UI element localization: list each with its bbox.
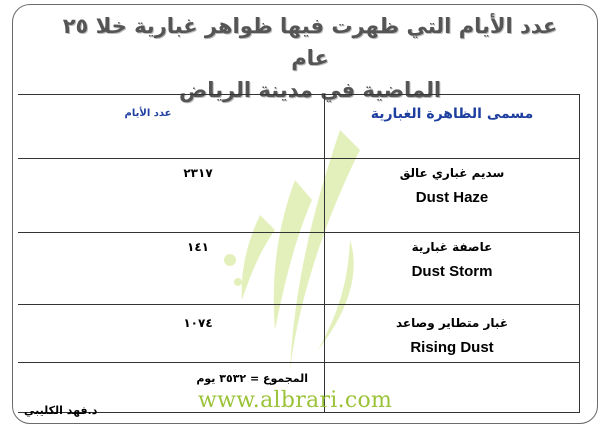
row-3-days: ١٠٧٤: [183, 316, 213, 330]
row-1-name-en: Dust Haze: [415, 189, 489, 206]
table-border-top: [18, 94, 580, 95]
author-name: د.فهد الكليبي: [24, 404, 98, 417]
row-2-name-en: Dust Storm: [411, 263, 493, 280]
table-row-divider: [18, 304, 580, 305]
watermark-url: www.albrari.com: [198, 388, 393, 413]
row-1-days: ٢٣١٧: [183, 166, 213, 180]
total-days: المجموع = ٣٥٣٢ يوم: [196, 372, 308, 385]
header-days: [18, 108, 318, 119]
slide-title: [60, 10, 560, 106]
table-row-divider: [18, 362, 580, 363]
header-phenomenon: مسمى الظاهرة الغبارية: [370, 106, 534, 122]
table-row-divider: [18, 232, 580, 233]
row-1-name-ar: سديم غباري عالق: [399, 166, 505, 180]
row-2-name-ar: عاصفة غبارية: [411, 240, 493, 254]
row-3-name-ar: غبار متطاير وصاعد: [395, 316, 509, 330]
header-days-label: عدد الأيام: [124, 108, 172, 119]
dust-phenomena-table: [18, 94, 580, 412]
table-row-divider: [18, 158, 580, 159]
row-2-days: ١٤١: [187, 240, 209, 254]
title-line-2: الماضية في مدينة الرياض: [178, 78, 442, 102]
title-line-1: عدد الأيام التي ظهرت فيها ظواهر غبارية خلا ٢٥ عام: [62, 14, 558, 70]
row-3-name-en: Rising Dust: [410, 339, 494, 356]
